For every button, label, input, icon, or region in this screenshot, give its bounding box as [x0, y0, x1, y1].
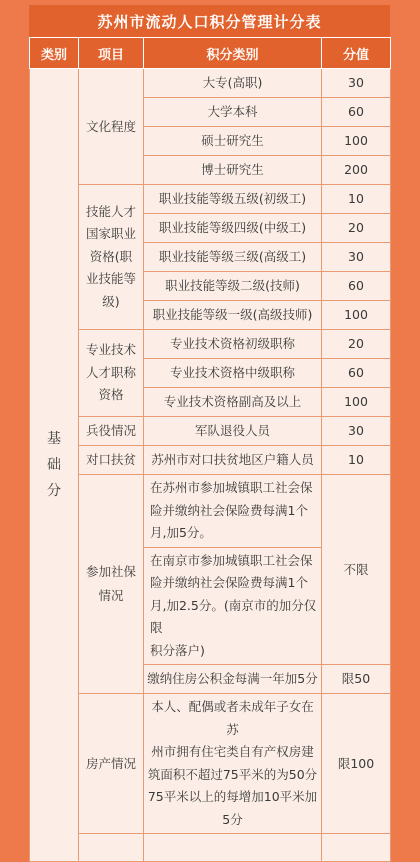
- table-row: [30, 185, 391, 214]
- table-row: [30, 694, 391, 834]
- score-cell: [322, 834, 391, 862]
- project-skills: 技能人才 国家职业 资格(职 业技能等 级): [79, 185, 144, 330]
- score-cell: 10: [322, 185, 391, 214]
- item-cell: 大专(高职): [144, 69, 322, 98]
- item-cell: 缴纳住房公积金每满一年加5分: [144, 665, 322, 694]
- table-row: [30, 417, 391, 446]
- score-cell: 60: [322, 272, 391, 301]
- score-cell: 30: [322, 417, 391, 446]
- score-cell: 200: [322, 156, 391, 185]
- score-cell: 限50: [322, 665, 391, 694]
- header-row: [30, 38, 391, 69]
- item-cell: 博士研究生: [144, 156, 322, 185]
- item-cell: 职业技能等级四级(中级工): [144, 214, 322, 243]
- score-cell: 不限: [322, 475, 391, 665]
- item-cell: 职业技能等级三级(高级工): [144, 243, 322, 272]
- table-row: [30, 446, 391, 475]
- item-cell: 在苏州市参加城镇职工社会保 险并缴纳社会保险费每满1个 月,加5分。: [144, 475, 322, 548]
- score-cell: 限100: [322, 694, 391, 834]
- score-cell: 60: [322, 98, 391, 127]
- project-professional: 专业技术 人才职称 资格: [79, 330, 144, 417]
- table-row: [30, 330, 391, 359]
- score-cell: 20: [322, 214, 391, 243]
- item-cell: 军队退役人员: [144, 417, 322, 446]
- item-cell: 苏州市对口扶贫地区户籍人员: [144, 446, 322, 475]
- item-cell: 职业技能等级二级(技师): [144, 272, 322, 301]
- project-education: 文化程度: [79, 69, 144, 185]
- score-cell: 10: [322, 446, 391, 475]
- item-cell: 硕士研究生: [144, 127, 322, 156]
- score-cell: 20: [322, 330, 391, 359]
- score-cell: 100: [322, 301, 391, 330]
- header-category: 类别: [30, 38, 79, 69]
- score-cell: 100: [322, 127, 391, 156]
- header-project: 项目: [79, 38, 144, 69]
- score-cell: 30: [322, 243, 391, 272]
- score-cell: 30: [322, 69, 391, 98]
- item-cell: 本人、配偶或者未成年子女在苏 州市拥有住宅类自有产权房建 筑面积不超过75平米的为50分 75平米以上的每增加10平米加 5分: [144, 694, 322, 834]
- project-cell: [79, 834, 144, 862]
- item-cell: 专业技术资格初级职称: [144, 330, 322, 359]
- header-score: 分值: [322, 38, 391, 69]
- score-table: [29, 37, 391, 862]
- item-cell: 职业技能等级五级(初级工): [144, 185, 322, 214]
- item-cell: 专业技术资格中级职称: [144, 359, 322, 388]
- project-social: 参加社保 情况: [79, 475, 144, 694]
- header-item: 积分类别: [144, 38, 322, 69]
- table-row: [30, 834, 391, 862]
- item-cell: 职业技能等级一级(高级技师): [144, 301, 322, 330]
- category-cell: 基 础 分: [30, 69, 79, 862]
- table-row: [30, 475, 391, 548]
- item-cell: 大学本科: [144, 98, 322, 127]
- score-cell: 100: [322, 388, 391, 417]
- project-poverty: 对口扶贫: [79, 446, 144, 475]
- item-cell: 专业技术资格副高及以上: [144, 388, 322, 417]
- score-table-card: [29, 5, 390, 827]
- project-military: 兵役情况: [79, 417, 144, 446]
- table-row: [30, 69, 391, 98]
- item-cell: [144, 834, 322, 862]
- score-cell: 60: [322, 359, 391, 388]
- project-housing: 房产情况: [79, 694, 144, 834]
- page-title: 苏州市流动人口积分管理计分表: [29, 5, 390, 37]
- item-cell: 在南京市参加城镇职工社会保 险并缴纳社会保险费每满1个 月,加2.5分。(南京市的加分仅限 积分落户): [144, 547, 322, 665]
